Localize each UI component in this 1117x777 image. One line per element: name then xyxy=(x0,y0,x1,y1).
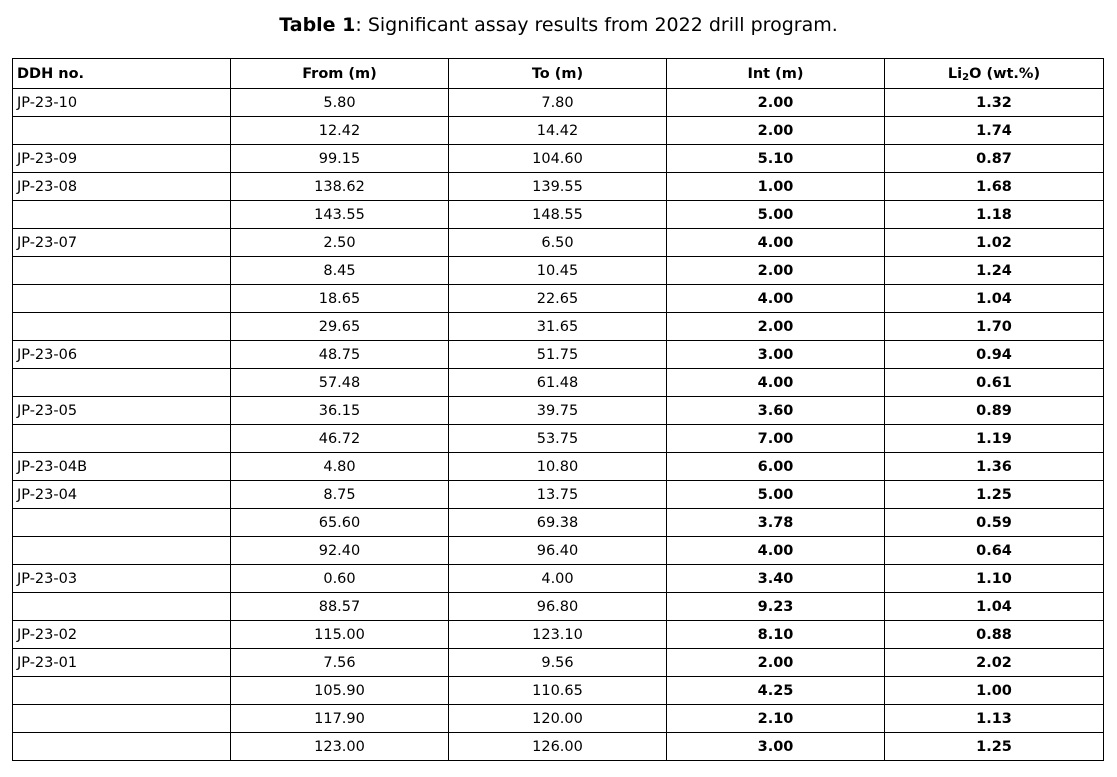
cell-ddh: JP-23-06 xyxy=(13,341,231,369)
cell-to: 6.50 xyxy=(449,229,667,257)
header-li2o-sub: 2 xyxy=(962,71,970,83)
cell-to: 9.56 xyxy=(449,649,667,677)
cell-from: 8.45 xyxy=(231,257,449,285)
cell-to: 31.65 xyxy=(449,313,667,341)
cell-int: 5.00 xyxy=(667,201,885,229)
cell-to: 148.55 xyxy=(449,201,667,229)
cell-to: 22.65 xyxy=(449,285,667,313)
cell-from: 143.55 xyxy=(231,201,449,229)
cell-li2o: 1.02 xyxy=(885,229,1104,257)
cell-int: 2.00 xyxy=(667,649,885,677)
header-li2o-post: O (wt.%) xyxy=(969,65,1041,82)
cell-ddh xyxy=(13,201,231,229)
cell-int: 5.00 xyxy=(667,481,885,509)
cell-int: 5.10 xyxy=(667,145,885,173)
cell-li2o: 1.13 xyxy=(885,705,1104,733)
header-to: To (m) xyxy=(449,59,667,89)
table-header xyxy=(13,59,1104,89)
cell-ddh: JP-23-04 xyxy=(13,481,231,509)
cell-li2o: 0.94 xyxy=(885,341,1104,369)
cell-to: 51.75 xyxy=(449,341,667,369)
cell-from: 0.60 xyxy=(231,565,449,593)
cell-ddh: JP-23-07 xyxy=(13,229,231,257)
cell-ddh xyxy=(13,313,231,341)
cell-ddh: JP-23-02 xyxy=(13,621,231,649)
cell-int: 8.10 xyxy=(667,621,885,649)
cell-int: 4.00 xyxy=(667,229,885,257)
table-row xyxy=(13,733,1104,761)
cell-int: 2.10 xyxy=(667,705,885,733)
cell-from: 8.75 xyxy=(231,481,449,509)
cell-to: 10.80 xyxy=(449,453,667,481)
cell-to: 69.38 xyxy=(449,509,667,537)
cell-ddh xyxy=(13,257,231,285)
cell-li2o: 1.36 xyxy=(885,453,1104,481)
cell-from: 7.56 xyxy=(231,649,449,677)
cell-li2o: 1.32 xyxy=(885,89,1104,117)
cell-ddh xyxy=(13,593,231,621)
cell-int: 6.00 xyxy=(667,453,885,481)
table-row xyxy=(13,229,1104,257)
table-row xyxy=(13,425,1104,453)
table-row xyxy=(13,257,1104,285)
cell-to: 104.60 xyxy=(449,145,667,173)
cell-to: 4.00 xyxy=(449,565,667,593)
header-ddh: DDH no. xyxy=(13,59,231,89)
cell-from: 36.15 xyxy=(231,397,449,425)
cell-ddh: JP-23-05 xyxy=(13,397,231,425)
cell-to: 96.40 xyxy=(449,537,667,565)
cell-li2o: 1.19 xyxy=(885,425,1104,453)
cell-to: 61.48 xyxy=(449,369,667,397)
cell-li2o: 1.74 xyxy=(885,117,1104,145)
cell-from: 46.72 xyxy=(231,425,449,453)
cell-from: 2.50 xyxy=(231,229,449,257)
cell-from: 4.80 xyxy=(231,453,449,481)
cell-int: 4.25 xyxy=(667,677,885,705)
cell-li2o: 1.68 xyxy=(885,173,1104,201)
cell-from: 117.90 xyxy=(231,705,449,733)
cell-li2o: 1.04 xyxy=(885,593,1104,621)
cell-from: 18.65 xyxy=(231,285,449,313)
table-caption xyxy=(0,12,1117,38)
table-body xyxy=(13,89,1104,761)
table-row xyxy=(13,481,1104,509)
table-row xyxy=(13,201,1104,229)
cell-li2o: 1.10 xyxy=(885,565,1104,593)
table-row xyxy=(13,593,1104,621)
table-row xyxy=(13,621,1104,649)
cell-to: 110.65 xyxy=(449,677,667,705)
table-row xyxy=(13,369,1104,397)
table-row xyxy=(13,705,1104,733)
cell-int: 3.00 xyxy=(667,733,885,761)
cell-from: 65.60 xyxy=(231,509,449,537)
caption-label: Table 1 xyxy=(279,14,356,36)
cell-to: 13.75 xyxy=(449,481,667,509)
table-row xyxy=(13,285,1104,313)
table-row xyxy=(13,173,1104,201)
cell-to: 10.45 xyxy=(449,257,667,285)
cell-int: 3.60 xyxy=(667,397,885,425)
cell-int: 2.00 xyxy=(667,89,885,117)
cell-int: 7.00 xyxy=(667,425,885,453)
cell-from: 138.62 xyxy=(231,173,449,201)
table-row xyxy=(13,117,1104,145)
cell-int: 4.00 xyxy=(667,369,885,397)
cell-to: 120.00 xyxy=(449,705,667,733)
table-row xyxy=(13,509,1104,537)
cell-from: 5.80 xyxy=(231,89,449,117)
table-row xyxy=(13,677,1104,705)
cell-ddh xyxy=(13,733,231,761)
cell-ddh xyxy=(13,537,231,565)
cell-li2o: 1.18 xyxy=(885,201,1104,229)
cell-ddh: JP-23-10 xyxy=(13,89,231,117)
cell-to: 126.00 xyxy=(449,733,667,761)
cell-int: 2.00 xyxy=(667,117,885,145)
cell-li2o: 0.88 xyxy=(885,621,1104,649)
cell-int: 3.78 xyxy=(667,509,885,537)
cell-ddh: JP-23-01 xyxy=(13,649,231,677)
cell-li2o: 0.61 xyxy=(885,369,1104,397)
cell-li2o: 0.89 xyxy=(885,397,1104,425)
cell-ddh: JP-23-04B xyxy=(13,453,231,481)
table-row xyxy=(13,89,1104,117)
cell-ddh xyxy=(13,117,231,145)
cell-li2o: 0.64 xyxy=(885,537,1104,565)
cell-to: 96.80 xyxy=(449,593,667,621)
cell-to: 53.75 xyxy=(449,425,667,453)
cell-int: 2.00 xyxy=(667,313,885,341)
header-row xyxy=(13,59,1104,89)
cell-from: 92.40 xyxy=(231,537,449,565)
cell-ddh xyxy=(13,509,231,537)
cell-to: 123.10 xyxy=(449,621,667,649)
cell-to: 14.42 xyxy=(449,117,667,145)
cell-from: 115.00 xyxy=(231,621,449,649)
table-row xyxy=(13,313,1104,341)
cell-ddh xyxy=(13,425,231,453)
cell-to: 39.75 xyxy=(449,397,667,425)
table-row xyxy=(13,565,1104,593)
header-from: From (m) xyxy=(231,59,449,89)
cell-from: 29.65 xyxy=(231,313,449,341)
table-row xyxy=(13,145,1104,173)
header-li2o-pre: Li xyxy=(947,65,963,82)
cell-to: 139.55 xyxy=(449,173,667,201)
cell-li2o: 1.70 xyxy=(885,313,1104,341)
table-row xyxy=(13,397,1104,425)
caption-text: : Significant assay results from 2022 drill program. xyxy=(355,14,838,36)
cell-li2o: 0.59 xyxy=(885,509,1104,537)
cell-li2o: 1.00 xyxy=(885,677,1104,705)
cell-int: 2.00 xyxy=(667,257,885,285)
cell-ddh xyxy=(13,369,231,397)
cell-int: 4.00 xyxy=(667,285,885,313)
cell-ddh xyxy=(13,677,231,705)
table-row xyxy=(13,649,1104,677)
cell-from: 57.48 xyxy=(231,369,449,397)
cell-li2o: 1.25 xyxy=(885,733,1104,761)
cell-li2o: 1.24 xyxy=(885,257,1104,285)
cell-ddh: JP-23-08 xyxy=(13,173,231,201)
cell-li2o: 2.02 xyxy=(885,649,1104,677)
header-int: Int (m) xyxy=(667,59,885,89)
header-li2o xyxy=(885,59,1104,89)
cell-ddh: JP-23-03 xyxy=(13,565,231,593)
cell-li2o: 1.25 xyxy=(885,481,1104,509)
cell-ddh xyxy=(13,285,231,313)
cell-li2o: 0.87 xyxy=(885,145,1104,173)
assay-results-table xyxy=(12,58,1104,761)
table-row xyxy=(13,537,1104,565)
cell-from: 12.42 xyxy=(231,117,449,145)
cell-from: 123.00 xyxy=(231,733,449,761)
cell-from: 99.15 xyxy=(231,145,449,173)
cell-ddh xyxy=(13,705,231,733)
cell-from: 48.75 xyxy=(231,341,449,369)
table-row xyxy=(13,453,1104,481)
cell-ddh: JP-23-09 xyxy=(13,145,231,173)
cell-int: 3.00 xyxy=(667,341,885,369)
cell-int: 9.23 xyxy=(667,593,885,621)
cell-from: 88.57 xyxy=(231,593,449,621)
cell-li2o: 1.04 xyxy=(885,285,1104,313)
cell-from: 105.90 xyxy=(231,677,449,705)
cell-to: 7.80 xyxy=(449,89,667,117)
cell-int: 1.00 xyxy=(667,173,885,201)
cell-int: 4.00 xyxy=(667,537,885,565)
cell-int: 3.40 xyxy=(667,565,885,593)
table-row xyxy=(13,341,1104,369)
